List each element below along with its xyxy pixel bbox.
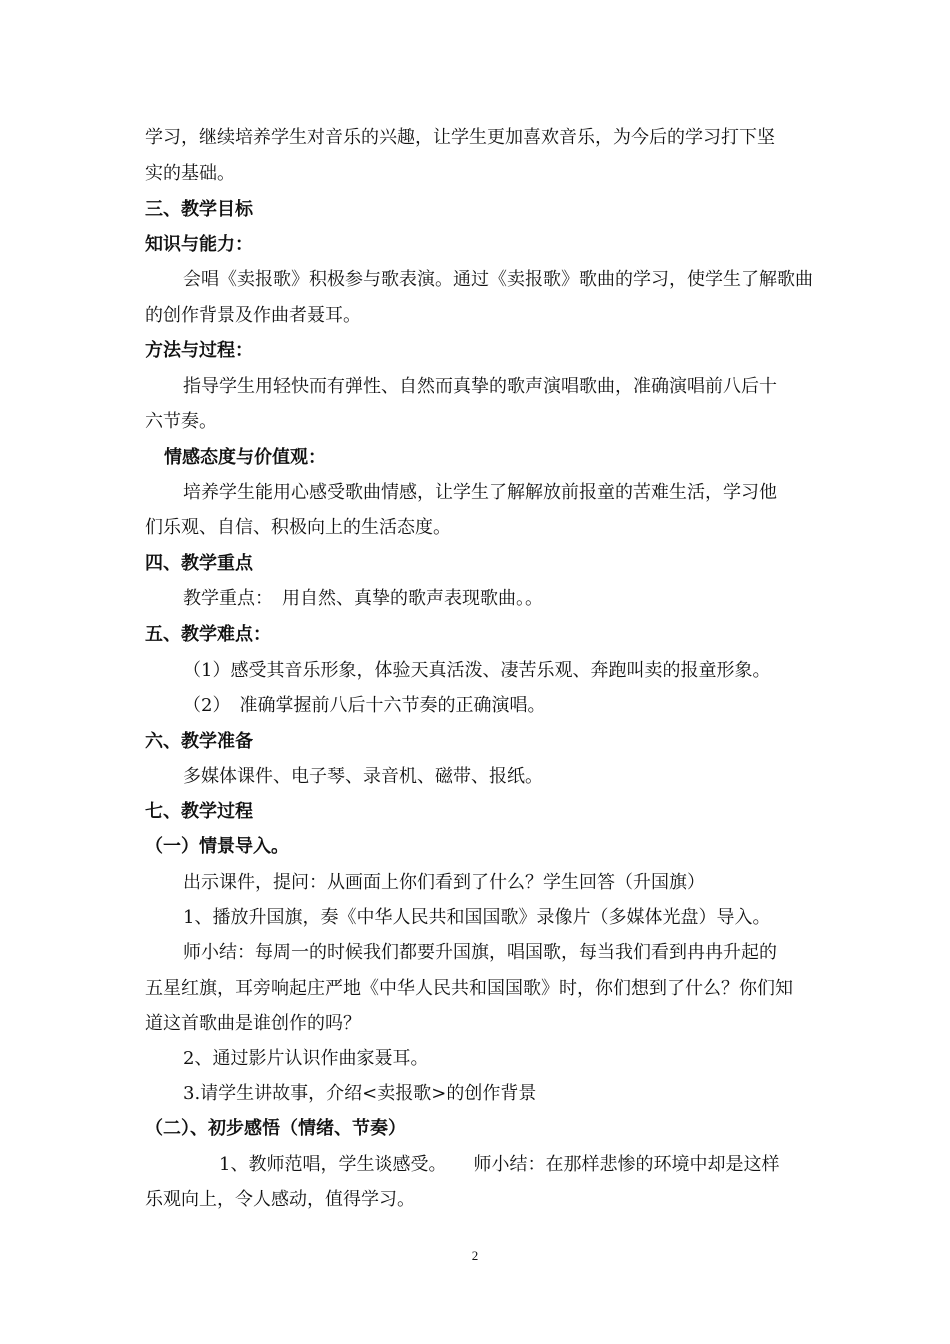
subsection-heading: （二）、初步感悟（情绪、节奏）	[145, 1118, 406, 1139]
paragraph-line: 们乐观、自信、积极向上的生活态度。	[145, 517, 451, 538]
paragraph-line: 实的基础。	[145, 163, 235, 184]
section-heading: 七、教学过程	[145, 801, 253, 822]
section-heading: 三、教学目标	[145, 199, 253, 220]
paragraph-line: 3.请学生讲故事，介绍<卖报歌>的创作背景	[183, 1083, 537, 1104]
paragraph-line: 学习，继续培养学生对音乐的兴趣，让学生更加喜欢音乐，为今后的学习打下坚	[145, 127, 775, 148]
subsection-heading: 方法与过程：	[145, 340, 253, 361]
subsection-heading: 知识与能力：	[145, 234, 253, 255]
section-heading: 四、教学重点	[145, 553, 253, 574]
paragraph-line: 的创作背景及作曲者聂耳。	[145, 305, 361, 326]
paragraph-line: 多媒体课件、电子琴、录音机、磁带、报纸。	[183, 766, 543, 787]
paragraph-line: 五星红旗，耳旁响起庄严地《中华人民共和国国歌》时，你们想到了什么？你们知	[145, 978, 793, 999]
paragraph-line: 六节奏。	[145, 411, 217, 432]
paragraph-line: 道这首歌曲是谁创作的吗？	[145, 1013, 361, 1034]
paragraph-line: 培养学生能用心感受歌曲情感，让学生了解解放前报童的苦难生活，学习他	[183, 482, 777, 503]
paragraph-line: 会唱《卖报歌》积极参与歌表演。通过《卖报歌》歌曲的学习，使学生了解歌曲	[183, 269, 813, 290]
subsection-heading: 情感态度与价值观：	[164, 447, 326, 468]
section-heading: 六、教学准备	[145, 731, 253, 752]
paragraph-line: 2、通过影片认识作曲家聂耳。	[183, 1048, 429, 1069]
paragraph-line: 1、教师范唱，学生谈感受。 师小结：在那样悲惨的环境中却是这样	[219, 1154, 780, 1175]
paragraph-line: 1、播放升国旗，奏《中华人民共和国国歌》录像片（多媒体光盘）导入。	[183, 907, 771, 928]
section-heading: 五、教学难点：	[145, 624, 271, 645]
page-number: 2	[471, 1248, 479, 1263]
paragraph-line: 乐观向上，令人感动，值得学习。	[145, 1189, 415, 1210]
paragraph-line: 教学重点： 用自然、真挚的歌声表现歌曲。。	[183, 588, 543, 609]
list-item: （1）感受其音乐形象，体验天真活泼、凄苦乐观、奔跑叫卖的报童形象。	[183, 660, 771, 681]
paragraph-line: 指导学生用轻快而有弹性、自然而真挚的歌声演唱歌曲，准确演唱前八后十	[183, 376, 777, 397]
paragraph-line: 师小结：每周一的时候我们都要升国旗，唱国歌，每当我们看到冉冉升起的	[183, 942, 777, 963]
subsection-heading: （一）情景导入。	[145, 836, 289, 857]
paragraph-line: 出示课件，提问：从画面上你们看到了什么？学生回答（升国旗）	[183, 872, 705, 893]
list-item: （2） 准确掌握前八后十六节奏的正确演唱。	[183, 695, 546, 716]
